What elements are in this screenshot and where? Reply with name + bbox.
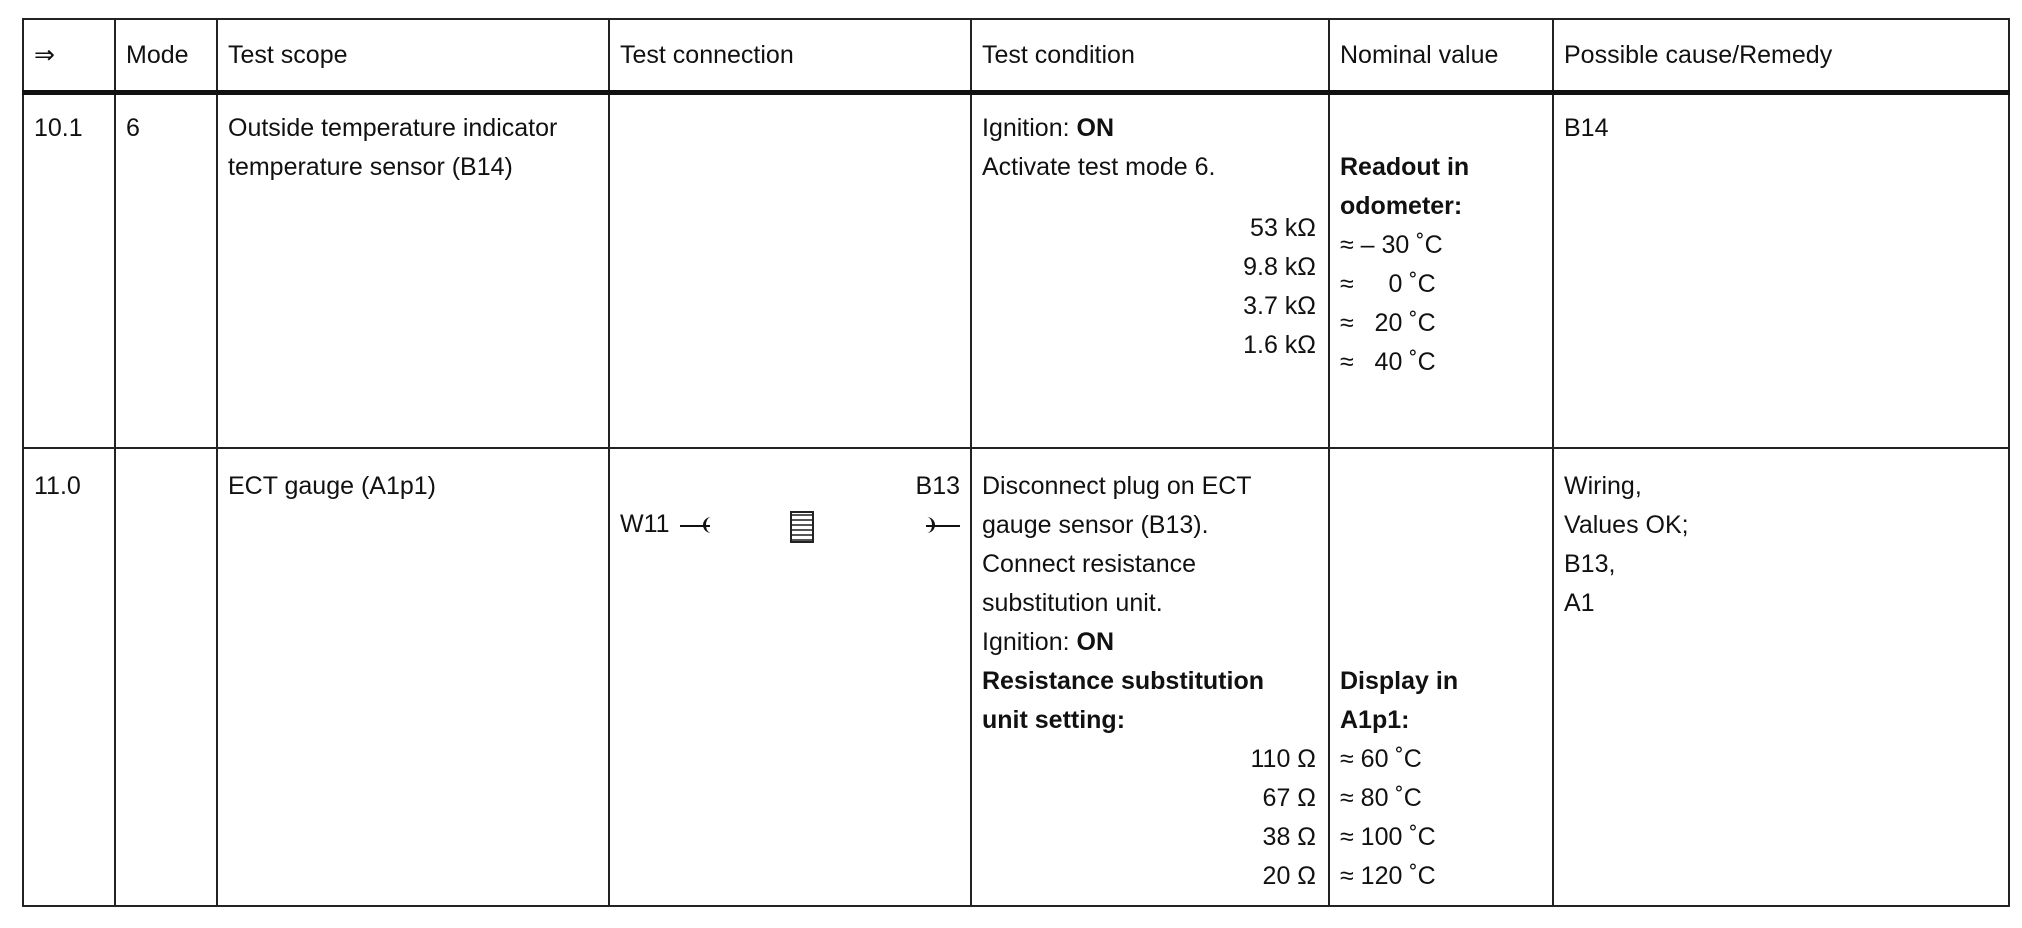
- connection-left-label: W11: [620, 510, 670, 538]
- nominal-heading: Display in: [1340, 667, 1459, 695]
- condition-setting: Resistance substitution: [982, 667, 1264, 695]
- table-row: [23, 448, 2009, 906]
- spacer: [1340, 467, 1542, 662]
- cause-line: Values OK;: [1564, 511, 1689, 539]
- condition-setting: unit setting:: [982, 706, 1126, 734]
- connection-diagram: [620, 467, 960, 557]
- scope-line: temperature sensor (B14): [228, 153, 513, 181]
- header-nominal-value: Nominal value: [1329, 19, 1553, 93]
- resistance-value: 67 Ω: [1262, 784, 1316, 812]
- reading-value: ≈ 40 ˚C: [1340, 348, 1436, 376]
- substitution-unit-icon: [790, 511, 814, 543]
- resistance-value: 110 Ω: [1250, 745, 1316, 773]
- test-scope-cell: ECT gauge (A1p1): [217, 448, 609, 906]
- resistance-value: 20 Ω: [1262, 862, 1316, 890]
- reading-value: ≈ 20 ˚C: [1340, 309, 1436, 337]
- reading-value: ≈ – 30 ˚C: [1340, 231, 1443, 259]
- reading-value: ≈ 60 ˚C: [1340, 745, 1422, 773]
- resistance-list: [982, 740, 1318, 896]
- condition-line: Disconnect plug on ECT: [982, 472, 1252, 500]
- scope-line: Outside temperature indicator: [228, 114, 558, 142]
- header-mode: Mode: [115, 19, 217, 93]
- header-test-connection: Test connection: [609, 19, 971, 93]
- test-condition-cell: [971, 448, 1329, 906]
- resistance-value: 53 kΩ: [1250, 214, 1316, 242]
- diagnostic-table: [22, 18, 2010, 907]
- cause-line: A1: [1564, 589, 1595, 617]
- nominal-heading: odometer:: [1340, 192, 1463, 220]
- diagnostic-sheet: [22, 18, 2008, 890]
- step-number: 10.1: [23, 93, 115, 449]
- reading-value: ≈ 120 ˚C: [1340, 862, 1436, 890]
- condition-line: substitution unit.: [982, 589, 1163, 617]
- resistance-list: [982, 209, 1318, 365]
- cause-line: Wiring,: [1564, 472, 1642, 500]
- condition-line: gauge sensor (B13).: [982, 511, 1209, 539]
- ignition-value: ON: [1076, 628, 1115, 656]
- header-cause-remedy: Possible cause/Remedy: [1553, 19, 2009, 93]
- spacer: [982, 187, 1318, 209]
- step-number: 11.0: [23, 448, 115, 906]
- spacer: [1340, 109, 1542, 148]
- plug-left-icon: [680, 525, 710, 527]
- reading-value: ≈ 100 ˚C: [1340, 823, 1436, 851]
- nominal-value-cell: [1329, 448, 1553, 906]
- reading-value: ≈ 0 ˚C: [1340, 270, 1436, 298]
- ignition-label: Ignition:: [982, 114, 1070, 142]
- table-row: [23, 93, 2009, 449]
- ignition-label: Ignition:: [982, 628, 1070, 656]
- nominal-value-cell: [1329, 93, 1553, 449]
- ignition-value: ON: [1076, 114, 1115, 142]
- nominal-heading: Readout in: [1340, 153, 1470, 181]
- reading-value: ≈ 80 ˚C: [1340, 784, 1422, 812]
- condition-ignition: [982, 623, 1318, 662]
- condition-line: Activate test mode 6.: [982, 153, 1216, 181]
- header-arrow: ⇒: [23, 19, 115, 93]
- resistance-value: 38 Ω: [1262, 823, 1316, 851]
- plug-right-icon: [926, 525, 960, 527]
- test-condition-cell: [971, 93, 1329, 449]
- test-scope-cell: [217, 93, 609, 449]
- header-test-scope: Test scope: [217, 19, 609, 93]
- condition-ignition: [982, 109, 1318, 148]
- nominal-heading: A1p1:: [1340, 706, 1410, 734]
- connection-right-label: B13: [915, 472, 960, 500]
- mode-value: [115, 448, 217, 906]
- condition-line: Connect resistance: [982, 550, 1197, 578]
- cause-line: B13,: [1564, 550, 1616, 578]
- header-row: [23, 19, 2009, 93]
- header-test-condition: Test condition: [971, 19, 1329, 93]
- mode-value: 6: [115, 93, 217, 449]
- cause-cell: B14: [1553, 93, 2009, 449]
- test-connection-cell: [609, 93, 971, 449]
- resistance-value: 3.7 kΩ: [1243, 292, 1316, 320]
- cause-cell: [1553, 448, 2009, 906]
- resistance-value: 9.8 kΩ: [1243, 253, 1316, 281]
- test-connection-cell: [609, 448, 971, 906]
- resistance-value: 1.6 kΩ: [1243, 331, 1316, 359]
